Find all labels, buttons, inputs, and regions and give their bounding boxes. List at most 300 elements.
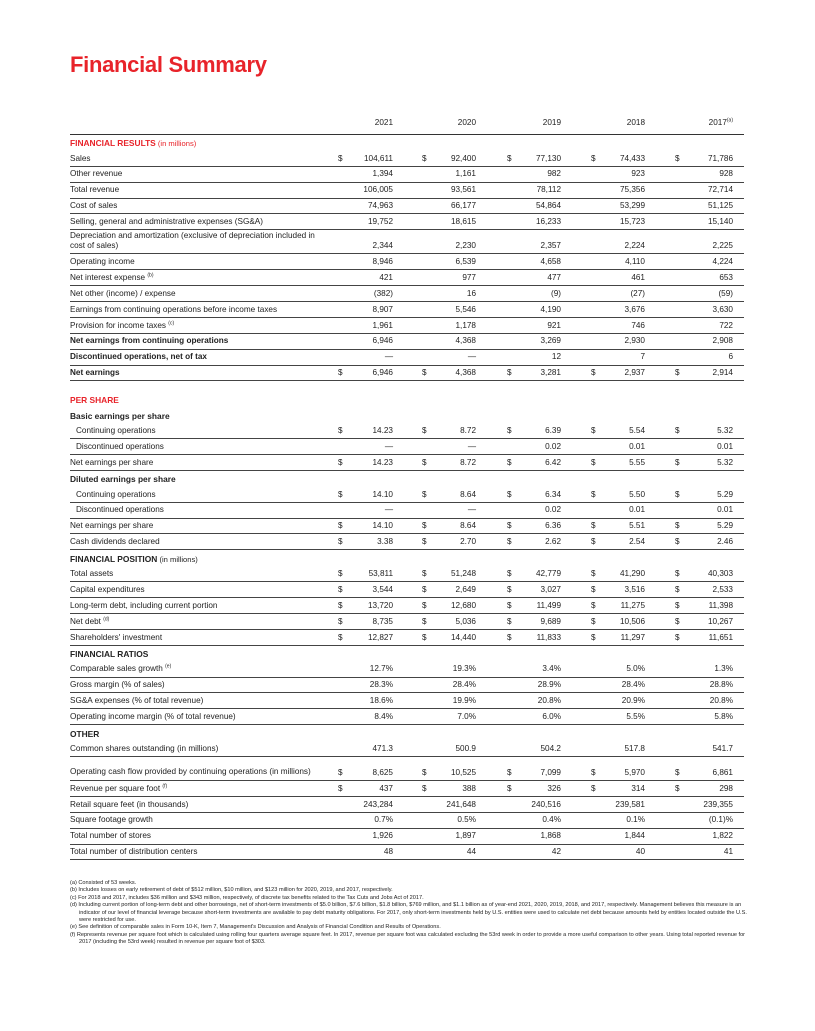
cell-value: 6.42 — [545, 457, 561, 467]
row-label — [70, 538, 160, 546]
row-label-suffix: (in millions) — [155, 139, 197, 149]
section-heading — [70, 646, 744, 662]
table-row — [70, 423, 744, 439]
cell-value: 241,648 — [446, 799, 476, 809]
cell-value: 11,833 — [536, 632, 561, 642]
cell-value: — — [467, 441, 476, 451]
currency-symbol: $ — [338, 537, 343, 547]
row-label — [70, 155, 90, 163]
cell-value: 40,303 — [707, 568, 733, 578]
currency-symbol: $ — [338, 489, 343, 499]
cell-value: 1.3% — [714, 664, 733, 674]
currency-symbol: $ — [675, 368, 680, 378]
cell-value: 2,357 — [540, 241, 561, 251]
cell-value: 3,281 — [540, 368, 561, 378]
table-row — [70, 757, 744, 781]
row-label — [76, 443, 164, 451]
cell-value: 8.4% — [374, 711, 393, 721]
row-label — [70, 801, 188, 809]
cell-value: 51,125 — [707, 201, 733, 211]
row-label-text: Provision for income taxes — [70, 320, 167, 330]
row-label — [70, 412, 170, 420]
section-heading — [70, 391, 744, 407]
cell-value: 11,499 — [536, 600, 561, 610]
cell-value: 13,720 — [367, 600, 393, 610]
row-label — [70, 816, 153, 824]
row-label-text: Cash dividends declared — [70, 537, 160, 547]
cell-value: 5.32 — [717, 425, 733, 435]
cell-value: 5.5% — [626, 711, 645, 721]
currency-symbol: $ — [422, 584, 427, 594]
year-label: 2021 — [374, 118, 393, 127]
cell-value: 0.5% — [457, 815, 476, 825]
cell-value: 0.01 — [629, 441, 645, 451]
row-label-text: Common shares outstanding (in millions) — [70, 743, 219, 753]
section-heading — [70, 407, 744, 423]
currency-symbol: $ — [675, 767, 680, 777]
cell-value: 4,368 — [455, 336, 476, 346]
currency-symbol: $ — [507, 457, 512, 467]
cell-value: 7 — [640, 352, 645, 362]
row-label-text: Cost of sales — [70, 201, 118, 211]
row-label — [70, 258, 135, 266]
cell-value: 7,099 — [540, 767, 561, 777]
section-spacer — [70, 381, 744, 391]
cell-value: 1,178 — [455, 320, 476, 330]
cell-value: 28.4% — [621, 680, 645, 690]
currency-symbol: $ — [338, 521, 343, 531]
row-label-text: Continuing operations — [76, 489, 156, 499]
row-label — [70, 218, 263, 226]
cell-value: 8.64 — [460, 521, 476, 531]
cell-value: 0.01 — [717, 441, 733, 451]
currency-symbol: $ — [422, 425, 427, 435]
currency-symbol: $ — [338, 457, 343, 467]
currency-symbol: $ — [507, 600, 512, 610]
row-label-text: Net earnings per share — [70, 457, 154, 467]
cell-value: 3.38 — [377, 537, 393, 547]
cell-value: 421 — [379, 272, 393, 282]
row-label-text: Earnings from continuing operations before income taxes — [70, 304, 278, 314]
currency-symbol: $ — [422, 600, 427, 610]
table-row — [70, 439, 744, 455]
cell-value: 653 — [719, 272, 733, 282]
row-label — [70, 139, 196, 148]
cell-value: 5.0% — [626, 664, 645, 674]
cell-value: 3,630 — [712, 304, 733, 314]
cell-value: 2,908 — [712, 336, 733, 346]
row-label — [70, 665, 171, 673]
cell-value: 6,946 — [372, 368, 393, 378]
currency-symbol: $ — [507, 153, 512, 163]
table-row — [70, 270, 744, 286]
cell-value: 0.01 — [717, 505, 733, 515]
cell-value: 2,649 — [455, 584, 476, 594]
cell-value: 41 — [723, 847, 733, 857]
currency-symbol: $ — [675, 632, 680, 642]
year-label: 2020 — [457, 118, 476, 127]
currency-symbol: $ — [422, 767, 427, 777]
currency-symbol: $ — [422, 368, 427, 378]
year-header — [501, 119, 561, 127]
currency-symbol: $ — [338, 368, 343, 378]
cell-value: 18.6% — [369, 696, 393, 706]
currency-symbol: $ — [338, 767, 343, 777]
table-row — [70, 366, 744, 382]
row-label — [70, 615, 110, 626]
row-label-text: Total number of stores — [70, 831, 152, 841]
cell-value: 0.01 — [629, 505, 645, 515]
cell-value: 78,112 — [536, 185, 561, 195]
cell-value: 746 — [631, 320, 645, 330]
table-row — [70, 487, 744, 503]
table-row — [70, 350, 744, 366]
row-label — [70, 290, 176, 298]
table-row — [70, 598, 744, 614]
table-row — [70, 334, 744, 350]
table-row — [70, 662, 744, 678]
cell-value: 20.8% — [709, 696, 733, 706]
cell-value: — — [467, 505, 476, 515]
currency-symbol: $ — [675, 489, 680, 499]
row-label — [70, 697, 203, 705]
cell-value: 75,356 — [619, 185, 645, 195]
cell-value: 11,275 — [620, 600, 645, 610]
cell-value: 5.29 — [717, 521, 733, 531]
cell-value: 106,005 — [363, 185, 393, 195]
currency-symbol: $ — [591, 632, 596, 642]
cell-value: 4,110 — [625, 257, 645, 267]
row-label-text: FINANCIAL RATIOS — [70, 649, 149, 660]
row-label-text: Total assets — [70, 568, 114, 578]
year-label: 2018 — [626, 118, 645, 127]
cell-value: 54,864 — [535, 201, 561, 211]
currency-symbol: $ — [507, 616, 512, 626]
currency-symbol: $ — [591, 616, 596, 626]
table-row — [70, 230, 744, 254]
table-row — [70, 503, 744, 519]
cell-value: 8,946 — [372, 257, 393, 267]
table-row — [70, 183, 744, 199]
cell-value: 8,625 — [372, 767, 393, 777]
year-header — [416, 119, 476, 127]
row-label-text: Operating cash flow provided by continuing operations (in millions) — [70, 767, 311, 777]
cell-value: 5.29 — [717, 489, 733, 499]
currency-symbol: $ — [422, 521, 427, 531]
section-heading — [70, 725, 744, 741]
currency-symbol: $ — [338, 153, 343, 163]
row-label-text: Square footage growth — [70, 815, 153, 825]
currency-symbol: $ — [507, 489, 512, 499]
cell-value: 5.55 — [629, 457, 645, 467]
row-label — [70, 369, 120, 377]
cell-value: 2,224 — [624, 241, 645, 251]
footnote-marker: (c) — [168, 319, 175, 326]
cell-value: 6.0% — [542, 711, 561, 721]
cell-value: — — [384, 441, 393, 451]
cell-value: 5.50 — [629, 489, 645, 499]
currency-symbol: $ — [591, 457, 596, 467]
row-label-text: Operating income margin (% of total revenue) — [70, 711, 236, 721]
cell-value: 1,822 — [712, 831, 733, 841]
row-label — [70, 650, 148, 658]
currency-symbol: $ — [591, 767, 596, 777]
cell-value: 982 — [547, 169, 561, 179]
row-label — [76, 491, 156, 499]
cell-value: 298 — [719, 783, 733, 793]
footnote: (e) See definition of comparable sales in Form 10-K, Item 7, Management's Discussion and Analysis of Financial Condition and Results of Operations. — [70, 924, 441, 931]
cell-value: 48 — [383, 847, 393, 857]
row-label-text: Other revenue — [70, 169, 123, 179]
table-row — [70, 630, 744, 646]
cell-value: 1,394 — [372, 169, 393, 179]
cell-value: 4,224 — [712, 257, 733, 267]
cell-value: 8,907 — [372, 304, 393, 314]
cell-value: 928 — [719, 169, 733, 179]
footnote: (c) For 2018 and 2017, includes $36 million and $343 million, respectively, of discrete tax benefits related to the Tax Cuts and Jobs Act of 2017. — [70, 894, 424, 901]
cell-value: 477 — [547, 272, 561, 282]
cell-value: 92,400 — [450, 153, 476, 163]
cell-value: 19.3% — [452, 664, 476, 674]
currency-symbol: $ — [507, 521, 512, 531]
cell-value: 53,811 — [368, 568, 393, 578]
row-label — [76, 506, 164, 514]
table-row — [70, 614, 744, 630]
currency-symbol: $ — [338, 425, 343, 435]
currency-symbol: $ — [422, 783, 427, 793]
row-label — [70, 832, 151, 840]
row-label — [70, 459, 153, 467]
cell-value: 2,930 — [624, 336, 645, 346]
currency-symbol: $ — [675, 584, 680, 594]
cell-value: 5,970 — [624, 767, 645, 777]
row-label — [70, 319, 175, 330]
row-label-text: Depreciation and amortization (exclusive of depreciation included in cost of sales) — [70, 230, 315, 250]
cell-value: — — [467, 352, 476, 362]
cell-value: 44 — [466, 847, 476, 857]
cell-value: 6.39 — [545, 425, 561, 435]
table-row — [70, 829, 744, 845]
row-label-text: Net earnings from continuing operations — [70, 336, 229, 346]
row-label-text: PER SHARE — [70, 394, 119, 405]
cell-value: 0.1% — [626, 815, 645, 825]
cell-value: 5,036 — [455, 616, 476, 626]
year-header-row — [70, 112, 744, 135]
cell-value: — — [384, 352, 393, 362]
currency-symbol: $ — [591, 568, 596, 578]
currency-symbol: $ — [422, 153, 427, 163]
row-label — [70, 586, 145, 594]
currency-symbol: $ — [507, 783, 512, 793]
cell-value: 0.7% — [374, 815, 393, 825]
cell-value: 2.62 — [545, 537, 561, 547]
currency-symbol: $ — [507, 568, 512, 578]
cell-value: 93,561 — [450, 185, 476, 195]
footnote-marker: (b) — [147, 272, 154, 279]
currency-symbol: $ — [338, 632, 343, 642]
table-row — [70, 693, 744, 709]
cell-value: 240,516 — [531, 799, 561, 809]
cell-value: 71,786 — [707, 153, 733, 163]
cell-value: (27) — [630, 288, 645, 298]
year-label: 2017 — [708, 118, 727, 127]
row-label — [70, 170, 122, 178]
row-label — [70, 602, 217, 610]
cell-value: 11,398 — [708, 600, 733, 610]
currency-symbol: $ — [507, 368, 512, 378]
row-label-text: Discontinued operations — [76, 505, 164, 515]
table-row — [70, 582, 744, 598]
currency-symbol: $ — [507, 767, 512, 777]
footnote: (d) Including current portion of long-term debt and other borrowings, net of short-term investments of $5.0 billion, $7.6 billion, $1.8 billion, $769 million, and $1.1 billion as of year-end 2021, 2020, 2019, 2018, and 2017, respectively. Management believes this measure is an indicator of our level of financial leverage because short-term investments are available to pay debt maturity obligations. For 2017, only short-term investments held by U.S. entities were used to calculate net debt because amounts held by entities located outside the U.S. were restricted for use. — [70, 902, 747, 923]
year-header — [333, 119, 393, 127]
page-title: Financial Summary — [70, 52, 267, 77]
cell-value: 2,914 — [712, 368, 733, 378]
currency-symbol: $ — [507, 537, 512, 547]
row-label-text: Net interest expense — [70, 272, 146, 282]
cell-value: 66,177 — [450, 201, 476, 211]
row-label-text: Net other (income) / expense — [70, 288, 176, 298]
table-row — [70, 781, 744, 797]
cell-value: 6,539 — [455, 257, 476, 267]
currency-symbol: $ — [507, 584, 512, 594]
cell-value: (382) — [373, 288, 393, 298]
currency-symbol: $ — [675, 616, 680, 626]
cell-value: 1,161 — [455, 169, 476, 179]
cell-value: 977 — [462, 272, 476, 282]
row-label — [70, 634, 162, 642]
cell-value: 12,827 — [367, 632, 393, 642]
currency-symbol: $ — [591, 489, 596, 499]
row-label-text: Long-term debt, including current portion — [70, 600, 218, 610]
currency-symbol: $ — [338, 616, 343, 626]
currency-symbol: $ — [338, 568, 343, 578]
row-label — [70, 681, 165, 689]
row-label-text: Comparable sales growth — [70, 664, 163, 674]
row-label-text: Gross margin (% of sales) — [70, 680, 165, 690]
cell-value: 10,525 — [450, 767, 476, 777]
cell-value: 6,861 — [712, 767, 733, 777]
row-label-text: Capital expenditures — [70, 584, 145, 594]
row-label — [70, 353, 207, 361]
currency-symbol: $ — [422, 632, 427, 642]
cell-value: 14.10 — [372, 489, 393, 499]
table-row — [70, 214, 744, 230]
currency-symbol: $ — [591, 368, 596, 378]
row-label — [76, 427, 156, 435]
currency-symbol: $ — [591, 537, 596, 547]
table-row — [70, 709, 744, 725]
row-label-text: Selling, general and administrative expenses (SG&A) — [70, 217, 263, 227]
row-label-text: Discontinued operations — [76, 441, 164, 451]
table-row — [70, 254, 744, 270]
row-label — [70, 306, 277, 314]
cell-value: 326 — [547, 783, 561, 793]
cell-value: 722 — [719, 320, 733, 330]
table-row — [70, 519, 744, 535]
cell-value: 921 — [547, 320, 561, 330]
cell-value: 239,355 — [703, 799, 733, 809]
table-row — [70, 741, 744, 757]
row-label — [70, 274, 154, 282]
cell-value: 4,190 — [540, 304, 561, 314]
cell-value: 0.4% — [542, 815, 561, 825]
currency-symbol: $ — [591, 584, 596, 594]
cell-value: 5.54 — [629, 425, 645, 435]
footnote: (f) Represents revenue per square foot which is calculated using rolling four quarters average square feet. In 2017, revenue per square foot was calculated excluding the 53rd week in order to provide a more useful comparison to other years. Using total reported revenue for 2017 (including the 53rd week) resulted in revenue per square foot of $303. — [70, 931, 746, 945]
section-heading — [70, 135, 744, 151]
cell-value: 1,844 — [624, 831, 645, 841]
cell-value: 1,868 — [540, 831, 561, 841]
cell-value: 243,284 — [363, 799, 393, 809]
table-row — [70, 797, 744, 813]
footnote: (a) Consisted of 53 weeks. — [70, 880, 137, 886]
cell-value: 2.70 — [460, 537, 476, 547]
currency-symbol: $ — [675, 521, 680, 531]
cell-value: 14.10 — [372, 521, 393, 531]
currency-symbol: $ — [675, 537, 680, 547]
footnote-marker: (f) — [162, 782, 168, 789]
cell-value: 11,651 — [708, 632, 733, 642]
cell-value: 72,714 — [707, 185, 733, 195]
row-label-text: SG&A expenses (% of total revenue) — [70, 696, 204, 706]
currency-symbol: $ — [507, 632, 512, 642]
table-row — [70, 566, 744, 582]
cell-value: 6.34 — [545, 489, 561, 499]
cell-value: 42 — [551, 847, 561, 857]
cell-value: 20.8% — [537, 696, 561, 706]
row-label-text: Net earnings per share — [70, 521, 154, 531]
row-label — [70, 396, 119, 404]
cell-value: 20.9% — [621, 696, 645, 706]
row-label-text: Continuing operations — [76, 425, 156, 435]
table-row — [70, 302, 744, 318]
cell-value: 504.2 — [540, 743, 561, 753]
cell-value: (59) — [718, 288, 733, 298]
table-row — [70, 167, 744, 183]
cell-value: 41,290 — [619, 568, 645, 578]
cell-value: 10,267 — [707, 616, 733, 626]
row-label-text: OTHER — [70, 728, 100, 739]
cell-value: 239,581 — [615, 799, 645, 809]
cell-value: 10,506 — [619, 616, 645, 626]
currency-symbol: $ — [675, 783, 680, 793]
cell-value: 2.46 — [717, 537, 733, 547]
cell-value: 2,225 — [712, 241, 733, 251]
cell-value: 28.9% — [537, 680, 561, 690]
cell-value: 28.8% — [709, 680, 733, 690]
cell-value: 8.72 — [460, 457, 476, 467]
cell-value: 74,433 — [619, 153, 645, 163]
currency-symbol: $ — [675, 600, 680, 610]
row-label — [70, 475, 176, 483]
cell-value: 15,723 — [619, 217, 645, 227]
cell-value: 12.7% — [369, 664, 393, 674]
table-row — [70, 318, 744, 334]
currency-symbol: $ — [591, 425, 596, 435]
cell-value: 541.7 — [712, 743, 733, 753]
cell-value: 3,269 — [540, 336, 561, 346]
row-label — [70, 745, 218, 753]
currency-symbol: $ — [591, 521, 596, 531]
row-label — [70, 186, 119, 194]
row-label-text: Discontinued operations, net of tax — [70, 352, 207, 362]
cell-value: 2,937 — [624, 368, 645, 378]
currency-symbol: $ — [338, 584, 343, 594]
cell-value: 12 — [551, 352, 561, 362]
cell-value: 1,961 — [372, 320, 393, 330]
table-body — [70, 135, 744, 860]
